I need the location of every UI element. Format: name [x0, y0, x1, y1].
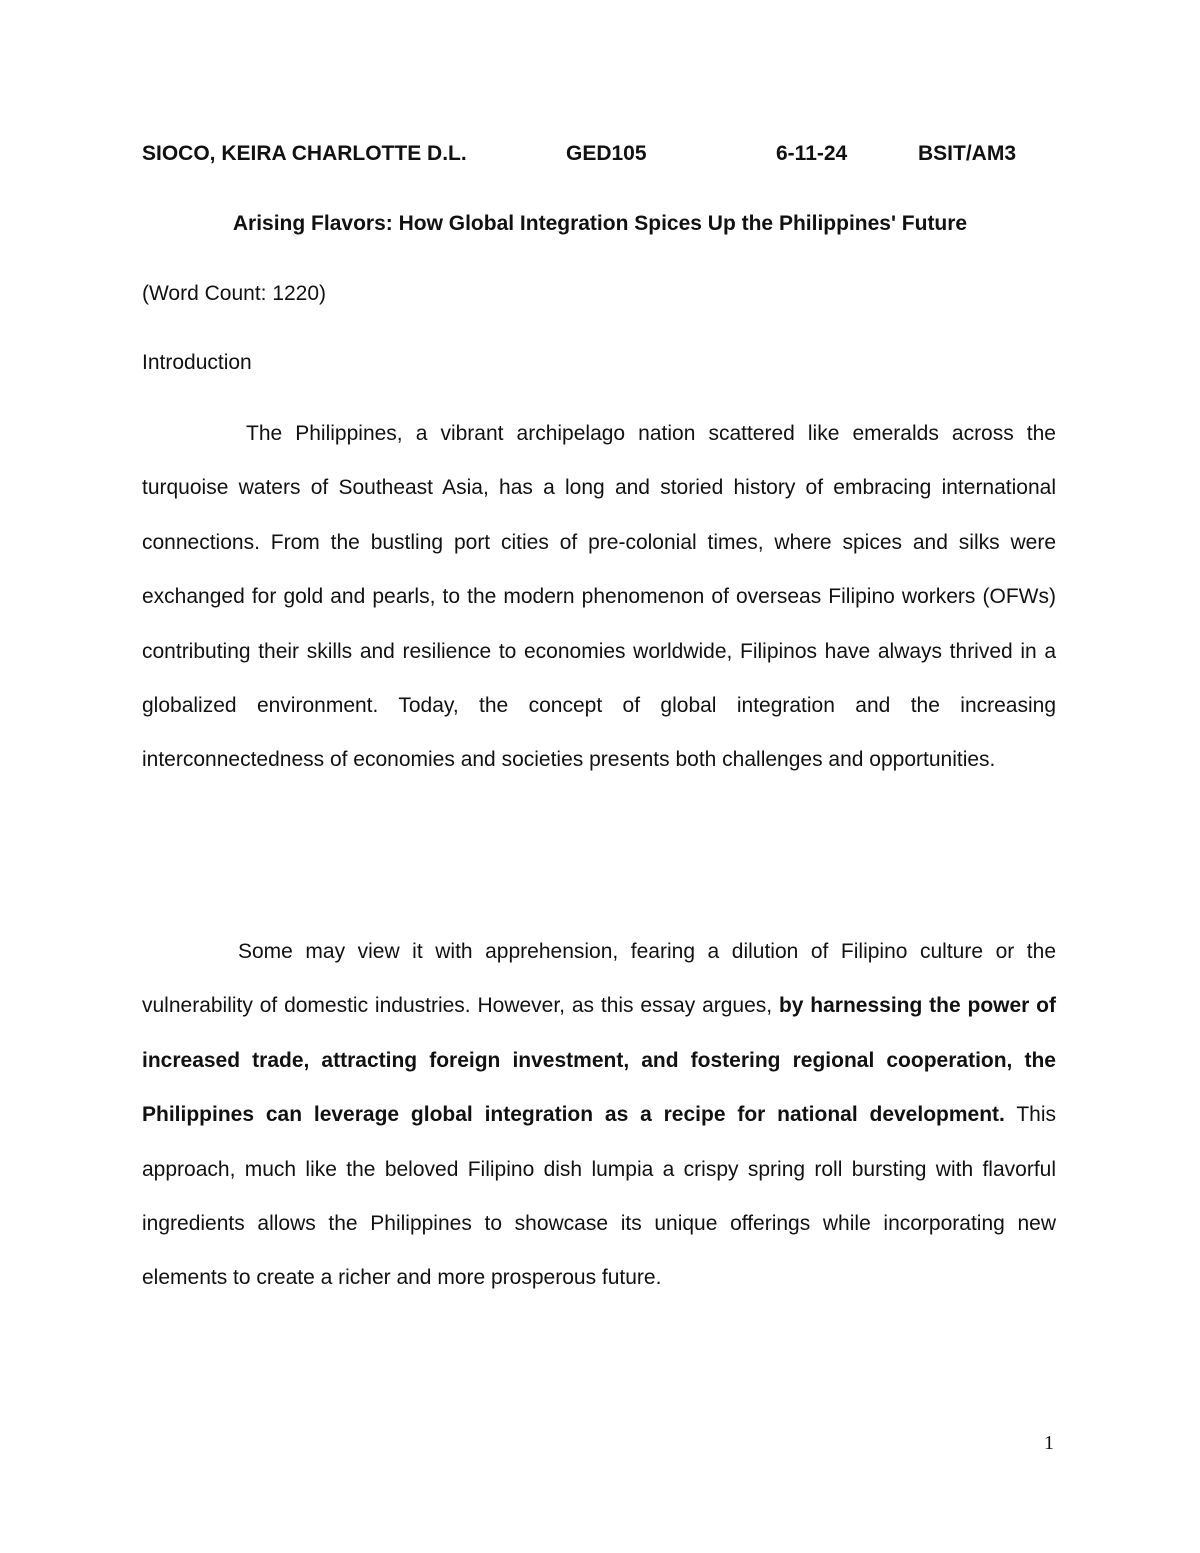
- section-heading-introduction: Introduction: [142, 351, 252, 374]
- thesis-statement: by harnessing the power of increased trade, attracting foreign investment, and fostering regional cooperation, the Philippines can leverage global integration as a recipe for national development.: [142, 994, 1056, 1127]
- student-name: SIOCO, KEIRA CHARLOTTE D.L.: [142, 142, 467, 165]
- page-number: 1: [1044, 1432, 1054, 1454]
- paragraph-1: The Philippines, a vibrant archipelago nation scattered like emeralds across the turquoise waters of Southeast Asia, has a long and storied history of embracing international connections. From the bustling port cities of pre-colonial times, where spices and silks were exchanged for gold and pearls, to the modern phenomenon of overseas Filipino workers (OFWs) contributing their skills and resilience to economies worldwide, Filipinos have always thrived in a globalized environment. Today, the concept of global integration and the increasing interconnectedness of economies and societies presents both challenges and opportunities.: [142, 422, 1056, 772]
- paragraph-2-tail: This approach, much like the beloved Filipino dish lumpia a crispy spring roll bursting with flavorful ingredients allows the Philippines to showcase its unique offerings while incorporating new elements to create a richer and more prosperous future.: [142, 1103, 1056, 1290]
- header-line: [142, 142, 1072, 172]
- word-count: (Word Count: 1220): [142, 282, 327, 305]
- essay-title: Arising Flavors: How Global Integration Spices Up the Philippines' Future: [232, 212, 968, 235]
- paragraph-2: [142, 925, 1056, 1306]
- submission-date: 6-11-24: [776, 142, 848, 165]
- section-code: BSIT/AM3: [918, 142, 1017, 165]
- course-code: GED105: [566, 142, 647, 165]
- paragraph-2-lead: Some may view it with apprehension, fearing a dilution of Filipino culture or the vulnerability of domestic industries. However, as this essay argues,: [142, 940, 1056, 1018]
